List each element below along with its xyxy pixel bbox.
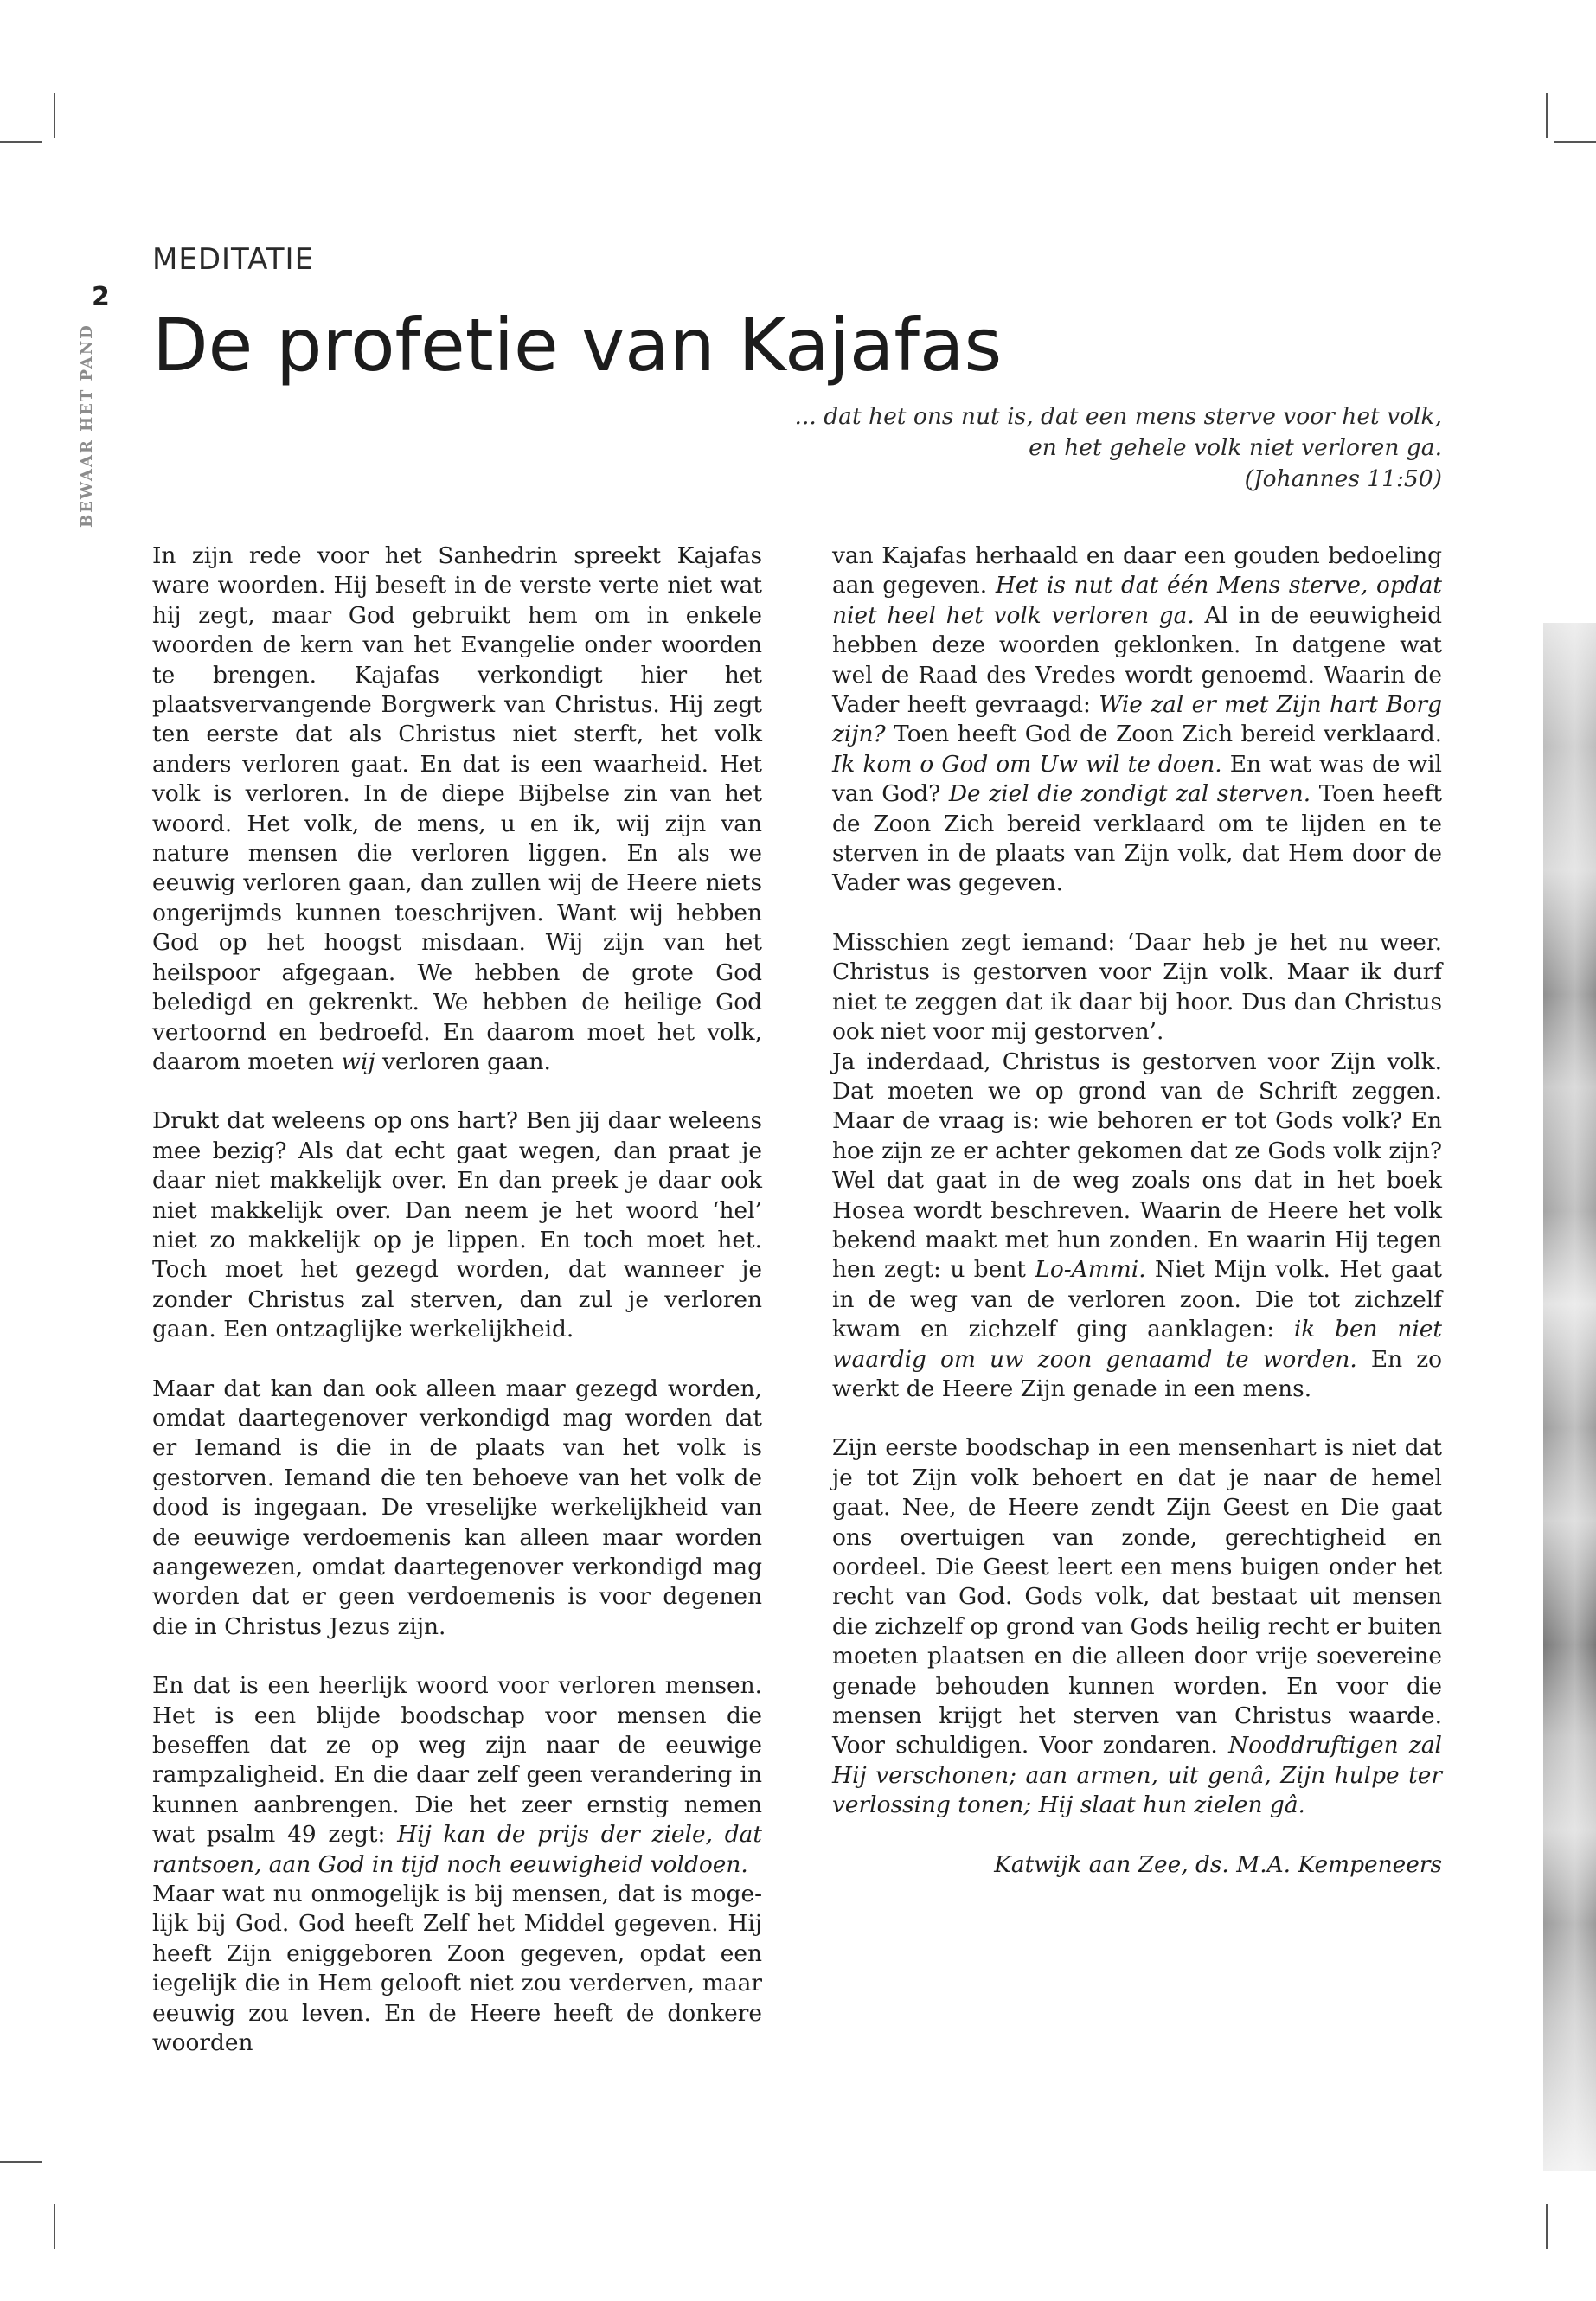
emphasis: Ik kom o God om Uw wil te doen. [832,750,1222,778]
crop-mark [1546,93,1548,138]
epigraph-line: en het gehele volk niet verloren ga. [1029,434,1442,461]
crop-mark [54,93,55,138]
left-column [152,542,762,2059]
emphasis: Lo-Ammi. [1035,1256,1146,1284]
emphasis: wij [341,1048,375,1075]
epigraph-line: ... dat het ons nut is, dat een mens sterve voor het volk, [794,403,1442,430]
paragraph-text: Al in de eeuwigheid hebben deze woorden geklonken. In datgene wat wel de Raad des Vredes wordt genoemd. Waarin de Vader heeft gevraagd: [832,601,1443,719]
right-column [832,542,1442,1880]
paragraph-text: van Kajafas herhaald en daar een gouden bedoeling aan gegeven. [832,542,1442,599]
author-signature: Katwijk aan Zee, ds. M.A. Kempeneers [994,1850,1442,1878]
crop-mark [0,2161,42,2163]
paragraph [152,1671,762,1880]
psalm-quote: Hij kan de prijs der ziele, dat rantsoen, aan God in tijd noch eeuwigheid voldoen. [152,1821,762,1878]
emphasis: Wie zal er met Zijn hart Borg zijn? [832,691,1443,748]
running-head: BEWAAR HET PAND [78,324,96,528]
emphasis: Het is nut dat één Mens sterve, opdat niet heel het volk verloren ga. [832,572,1442,629]
paragraph [832,1048,1442,1405]
paragraph-text: Toen heeft God de Zoon Zich bereid verklaard. [885,721,1442,748]
paragraph: Maar wat nu onmogelijk is bij mensen, dat is mogelijk bij God. God heeft Zelf het Middel gegeven. Hij heeft Zijn eniggeboren Zoon gegeven, opdat een iegelijk die in Hem gelooft niet zou verderven, maar eeuwig zou leven. En de Heere heeft de donkere woorden [152,1881,762,2057]
paragraph [152,542,762,1077]
paragraph-text: Zijn eerste boodschap in een mensenhart is niet dat je tot Zijn volk behoert en dat je naar de hemel gaat. Nee, de Heere zendt Zijn Geest en Die gaat ons overtuigen van zonde, gerechtigheid en oordeel. Die Geest leert een mens buigen onder het recht van God. Gods volk, dat bestaat uit mensen die zichzelf op grond van Gods heilig recht er buiten moeten plaatsen en die alleen door vrije soevereine genade behouden kunnen worden. En voor die mensen krijgt het sterven van Christus waarde. Voor schuldigen. Voor zondaren. [832,1434,1442,1759]
crop-mark [1554,141,1596,143]
paragraph-text: Ja inderdaad, Christus is gestorven voor Zijn volk. Dat moeten we op grond van de Schrift zeggen. Maar de vraag is: wie behoren er tot Gods volk? En hoe zijn ze er achter gekomen dat ze Gods volk zijn? Wel dat gaat in de weg zoals ons dat in het boek Hosea wordt beschreven. Waarin de Heere het volk bekend maakt met hun zonden. En waarin Hij tegen hen zegt: u bent [832,1048,1442,1284]
page-number: 2 [92,282,110,312]
crop-mark [0,141,42,143]
paragraph-text: En wat was de wil van God? [832,750,1442,808]
page-title: De profetie van Kajafas [152,303,1003,388]
paragraph: Misschien zegt iemand: ‘Daar heb je het nu weer. Christus is gestorven voor Zijn volk. Maar ik durf niet te zeggen dat ik daar bij hoor. Dus dan Christus ook niet voor mij gestorven’. [832,928,1442,1046]
epigraph-reference: (Johannes 11:50) [1244,465,1442,492]
emphasis: ik ben niet waardig om uw zoon genaamd te worden. [832,1316,1442,1373]
paragraph-text: Toen heeft de Zoon Zich bereid verklaard om te lijden en te sterven in de plaats van Zijn volk, dat Hem door de Vader was gegeven. [832,780,1442,897]
paragraph-text: Niet Mijn volk. Het gaat in de weg van de verloren zoon. Die tot zichzelf kwam en zichzelf ging aanklagen: [832,1256,1442,1343]
crop-mark [54,2204,55,2249]
paragraph: Maar dat kan dan ook alleen maar gezegd worden, omdat daartegenover verkondigd mag worden dat er Iemand is die in de plaats van het volk is gestorven. Iemand die ten behoeve van het volk de dood is ingegaan. De vreselijke werkelijkheid van de eeuwige verdoemenis kan alleen maar worden aangewezen, omdat daartegenover verkondigd mag worden dat er geen verdoemenis is voor degenen die in Christus Jezus zijn. [152,1375,762,1640]
paragraph [832,542,1442,899]
epigraph [663,401,1442,495]
section-label: MEDITATIE [152,242,315,277]
paragraph-text: In zijn rede voor het Sanhedrin spreekt Kajafas ware woorden. Hij beseft in de verste verte niet wat hij zegt, maar God gebruikt hem om in enkele woorden de kern van het Evangelie onder woorden te brengen. Kajafas verkondigt hier het plaatsvervangende Borgwerk van Christus. Hij zegt ten eerste dat als Christus niet sterft, het volk anders verloren gaat. En dat is een waarheid. Het volk is verloren. In de diepe Bijbelse zin van het woord. Het volk, de mens, u en ik, wij zijn van nature mensen die verloren liggen. En als we eeuwig verloren gaan, dan zullen wij de Heere niets ongerijmds kunnen toeschrijven. Want wij hebben God op het hoogst misdaan. Wij zijn van het heilspoor afgegaan. We hebben de grote God beledigd en gekrenkt. We hebben de heilige God vertoornd en bedroefd. En daarom moet het volk, daarom moeten [152,542,762,1075]
paragraph-text: verloren gaan. [375,1048,551,1075]
paragraph [832,1433,1442,1820]
paragraph: Drukt dat weleens op ons hart? Ben jij daar weleens mee bezig? Als dat echt gaat wegen, dan praat je daar niet makkelijk over. En dan preek je daar ook niet makkelijk over. Dan neem je het woord ‘hel’ niet zo makkelijk op je lippen. En toch moet het. Toch moet het gezegd worden, dat wanneer je zonder Christus zal sterven, dan zul je verloren gaan. Een ontzaglijke werkelijkheid. [152,1107,762,1343]
crop-mark [1546,2204,1548,2249]
paragraph-text: En zo werkt de Heere Zijn genade in een mens. [832,1345,1442,1402]
emphasis: De ziel die zondigt zal sterven. [948,780,1311,808]
paragraph-text: En dat is een heerlijk woord voor verloren mensen. Het is een blijde boodschap voor mensen die beseffen dat ze op weg zijn naar de eeuwige rampzaligheid. En die daar zelf geen verandering in kunnen aanbrengen. Die het zeer ernstig nemen wat psalm 49 zegt: [152,1672,762,1849]
photo-edge-strip [1543,623,1596,2171]
psalm-quote: Nooddruftigen zal Hij verschonen; aan armen, uit genâ, Zijn hulpe ter verlossing tonen; Hij slaat hun zielen gâ. [832,1732,1442,1819]
